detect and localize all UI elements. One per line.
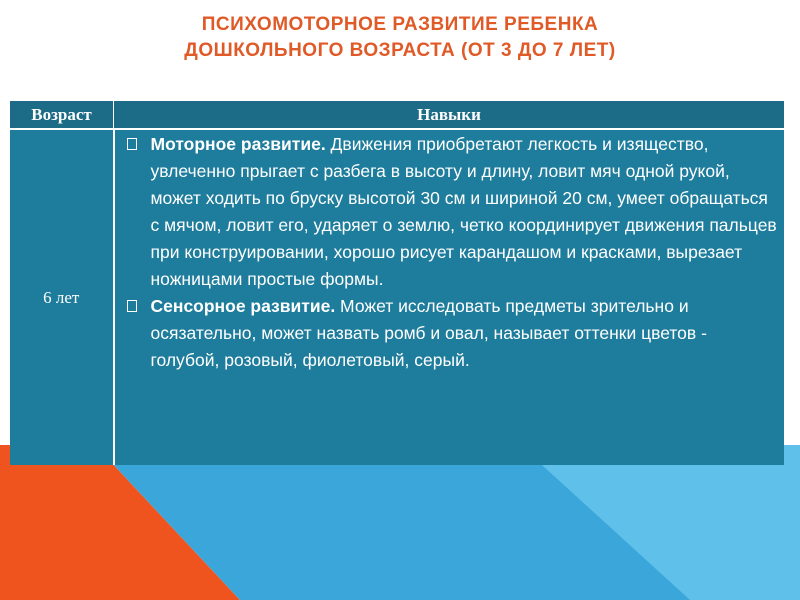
table-row [10, 129, 784, 465]
slide-title-line-1: ПСИХОМОТОРНОЕ РАЗВИТИЕ РЕБЕНКА [201, 14, 599, 35]
list-item-sensory [127, 293, 781, 374]
skill-title-sensory: Сенсорное развитие. [150, 296, 336, 316]
skills-list [115, 130, 785, 374]
skills-cell [114, 129, 785, 465]
skill-text-motor: Движения приобретают легкость и изящество, увлеченно прыгает с разбега в высоту и длину, ловит мяч одной рукой, может ходить по бруску высотой 30 см и шириной 20 см, умеет обращаться с мячом, ловит его, ударяет о землю, четко координирует движения пальцев при конструировании, хорошо рисует карандашом и красками, вырезает ножницами простые формы. [150, 134, 777, 289]
checkbox-bullet-icon [127, 138, 137, 150]
checkbox-bullet-icon [127, 300, 137, 312]
age-cell: 6 лет [10, 129, 114, 465]
skill-title-motor: Моторное развитие. [150, 134, 326, 154]
header-skills: Навыки [114, 101, 785, 129]
slide-title [0, 12, 800, 64]
slide-title-line-2: ДОШКОЛЬНОГО ВОЗРАСТА (ОТ 3 ДО 7 ЛЕТ) [184, 40, 616, 61]
list-item-motor [127, 131, 781, 293]
skill-text-sensory: Может исследовать предметы зрительно и осязательно, может назвать ромб и овал, называет оттенки цветов - голубой, розовый, фиолетовый, серый. [150, 296, 707, 370]
table-header-row [10, 101, 784, 129]
skills-table [10, 101, 784, 465]
header-age: Возраст [10, 101, 114, 129]
